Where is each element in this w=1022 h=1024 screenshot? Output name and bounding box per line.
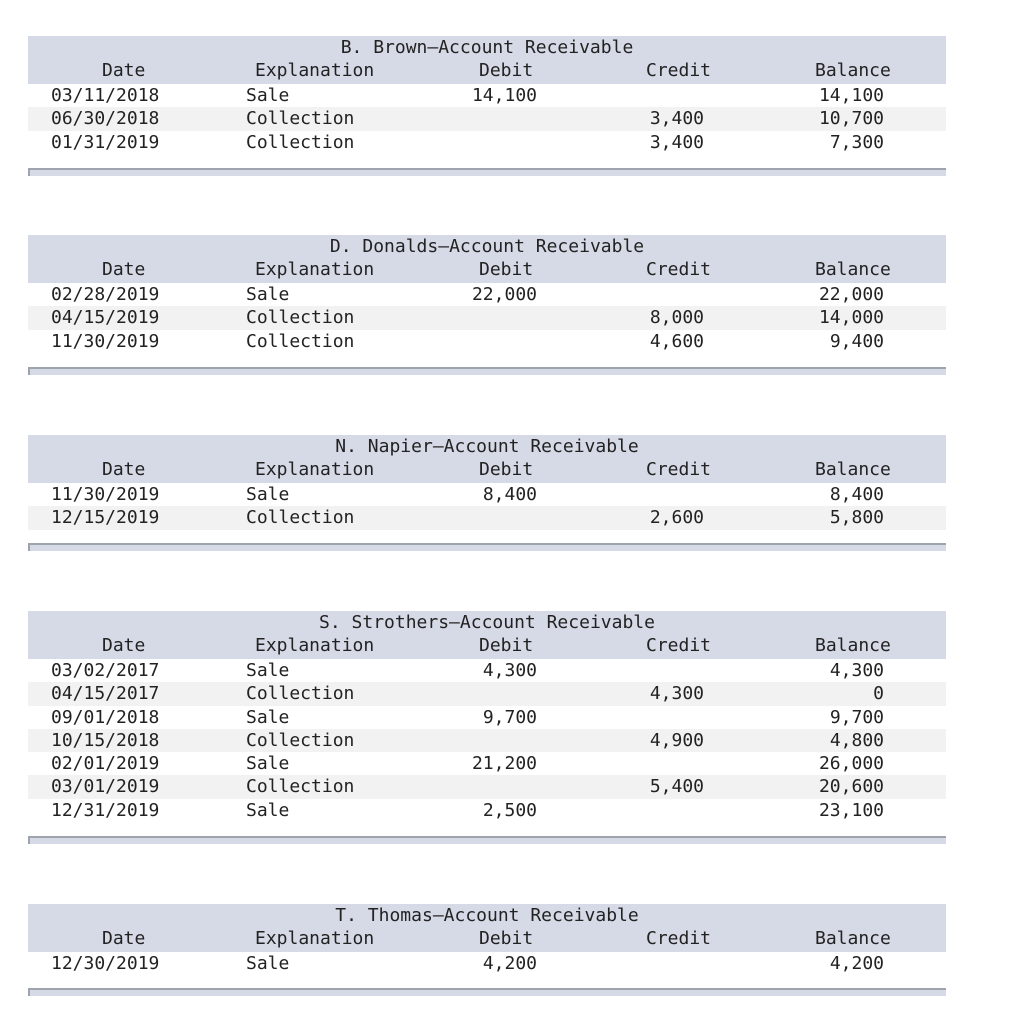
debit-cell: 22,000 — [471, 284, 537, 305]
table-row — [28, 952, 946, 975]
column-header-date: Date — [102, 635, 146, 656]
ledger-title: T. Thomas—Account Receivable — [335, 905, 639, 926]
ledger-s-strothers — [28, 611, 946, 844]
date-cell: 12/31/2019 — [51, 799, 160, 821]
credit-cell: 4,600 — [649, 330, 704, 352]
ledger-footer — [28, 543, 946, 551]
balance-cell: 9,400 — [829, 330, 884, 352]
date-cell: 06/30/2018 — [51, 108, 160, 130]
ledger-footer — [28, 168, 946, 176]
debit-cell: 4,200 — [482, 953, 537, 974]
explanation-cell: Sale — [246, 953, 290, 974]
ledger-footer — [28, 836, 946, 844]
balance-cell: 4,800 — [829, 729, 884, 751]
column-header-date: Date — [102, 60, 146, 81]
column-header-credit: Credit — [646, 928, 712, 949]
column-header-credit: Credit — [646, 459, 712, 480]
column-header-debit: Debit — [479, 60, 534, 81]
explanation-cell: Collection — [246, 108, 355, 130]
explanation-cell: Collection — [246, 729, 355, 751]
column-header-date: Date — [102, 459, 146, 480]
row-spacer — [28, 975, 946, 988]
column-header-credit: Credit — [646, 259, 712, 280]
ledger-d-donalds — [28, 235, 946, 375]
column-header-debit: Debit — [479, 635, 534, 656]
table-row — [28, 659, 946, 682]
table-row — [28, 306, 946, 329]
column-header-credit: Credit — [646, 60, 712, 81]
ledger-title: S. Strothers—Account Receivable — [319, 612, 655, 633]
date-cell: 02/01/2019 — [51, 753, 160, 775]
date-cell: 03/02/2017 — [51, 660, 160, 681]
credit-cell: 4,300 — [649, 683, 704, 705]
explanation-cell: Sale — [246, 660, 290, 681]
column-header-date: Date — [102, 928, 146, 949]
ledger-title: D. Donalds—Account Receivable — [329, 236, 645, 257]
explanation-cell: Collection — [246, 307, 355, 329]
row-spacer — [28, 154, 946, 168]
ledger-header — [28, 611, 946, 659]
column-header-balance: Balance — [815, 635, 891, 656]
ledger-footer — [28, 988, 946, 996]
date-cell: 11/30/2019 — [51, 330, 160, 352]
table-row — [28, 131, 946, 154]
credit-cell: 4,900 — [649, 729, 704, 751]
balance-cell: 8,400 — [829, 484, 884, 505]
date-cell: 12/30/2019 — [51, 953, 160, 974]
table-row — [28, 752, 946, 775]
explanation-cell: Sale — [246, 753, 290, 775]
column-header-explanation: Explanation — [255, 635, 375, 656]
column-header-credit: Credit — [646, 635, 712, 656]
table-row — [28, 706, 946, 729]
column-header-date: Date — [102, 259, 146, 280]
balance-cell: 26,000 — [818, 753, 884, 775]
explanation-cell: Sale — [246, 799, 290, 821]
credit-cell: 5,400 — [649, 776, 704, 798]
date-cell: 09/01/2018 — [51, 706, 160, 728]
date-cell: 04/15/2017 — [51, 683, 160, 705]
explanation-cell: Sale — [246, 85, 290, 106]
explanation-cell: Sale — [246, 284, 290, 305]
balance-cell: 14,100 — [818, 85, 884, 106]
credit-cell: 3,400 — [649, 108, 704, 130]
column-header-explanation: Explanation — [255, 928, 375, 949]
table-row — [28, 107, 946, 130]
explanation-cell: Collection — [246, 507, 355, 529]
debit-cell: 4,300 — [482, 660, 537, 681]
debit-cell: 9,700 — [482, 706, 537, 728]
explanation-cell: Collection — [246, 131, 355, 153]
balance-cell: 23,100 — [818, 799, 884, 821]
table-row — [28, 506, 946, 529]
explanation-cell: Collection — [246, 683, 355, 705]
debit-cell: 21,200 — [471, 753, 537, 775]
credit-cell: 3,400 — [649, 131, 704, 153]
explanation-cell: Sale — [246, 706, 290, 728]
debit-cell: 8,400 — [482, 484, 537, 505]
balance-cell: 22,000 — [818, 284, 884, 305]
column-header-balance: Balance — [815, 259, 891, 280]
table-row — [28, 775, 946, 798]
date-cell: 12/15/2019 — [51, 507, 160, 529]
debit-cell: 14,100 — [471, 85, 537, 106]
date-cell: 03/11/2018 — [51, 85, 160, 106]
table-row — [28, 799, 946, 822]
column-header-debit: Debit — [479, 259, 534, 280]
balance-cell: 4,200 — [829, 953, 884, 974]
table-row — [28, 729, 946, 752]
column-header-balance: Balance — [815, 459, 891, 480]
credit-cell: 8,000 — [649, 307, 704, 329]
table-row — [28, 283, 946, 306]
ledger-b-brown — [28, 36, 946, 176]
balance-cell: 10,700 — [818, 108, 884, 130]
balance-cell: 7,300 — [829, 131, 884, 153]
date-cell: 04/15/2019 — [51, 307, 160, 329]
date-cell: 10/15/2018 — [51, 729, 160, 751]
debit-cell: 2,500 — [482, 799, 537, 821]
column-header-balance: Balance — [815, 60, 891, 81]
row-spacer — [28, 353, 946, 367]
ledger-title: N. Napier—Account Receivable — [335, 436, 639, 457]
column-header-debit: Debit — [479, 928, 534, 949]
table-row — [28, 682, 946, 705]
ledger-footer — [28, 367, 946, 375]
table-row — [28, 330, 946, 353]
balance-cell: 9,700 — [829, 706, 884, 728]
row-spacer — [28, 530, 946, 543]
row-spacer — [28, 822, 946, 836]
explanation-cell: Sale — [246, 484, 290, 505]
date-cell: 03/01/2019 — [51, 776, 160, 798]
ledger-n-napier — [28, 435, 946, 551]
ledger-header — [28, 235, 946, 283]
date-cell: 01/31/2019 — [51, 131, 160, 153]
balance-cell: 14,000 — [818, 307, 884, 329]
date-cell: 11/30/2019 — [51, 484, 160, 505]
column-header-debit: Debit — [479, 459, 534, 480]
ledger-title: B. Brown—Account Receivable — [340, 37, 634, 58]
column-header-explanation: Explanation — [255, 60, 375, 81]
balance-cell: 5,800 — [829, 507, 884, 529]
column-header-explanation: Explanation — [255, 459, 375, 480]
column-header-balance: Balance — [815, 928, 891, 949]
explanation-cell: Collection — [246, 776, 355, 798]
table-row — [28, 483, 946, 506]
date-cell: 02/28/2019 — [51, 284, 160, 305]
ledger-t-thomas — [28, 904, 946, 996]
balance-cell: 4,300 — [829, 660, 884, 681]
ledger-header — [28, 435, 946, 483]
ledger-header — [28, 904, 946, 952]
ledger-header — [28, 36, 946, 84]
balance-cell: 20,600 — [818, 776, 884, 798]
explanation-cell: Collection — [246, 330, 355, 352]
balance-cell: 0 — [873, 683, 884, 705]
column-header-explanation: Explanation — [255, 259, 375, 280]
table-row — [28, 84, 946, 107]
credit-cell: 2,600 — [649, 507, 704, 529]
